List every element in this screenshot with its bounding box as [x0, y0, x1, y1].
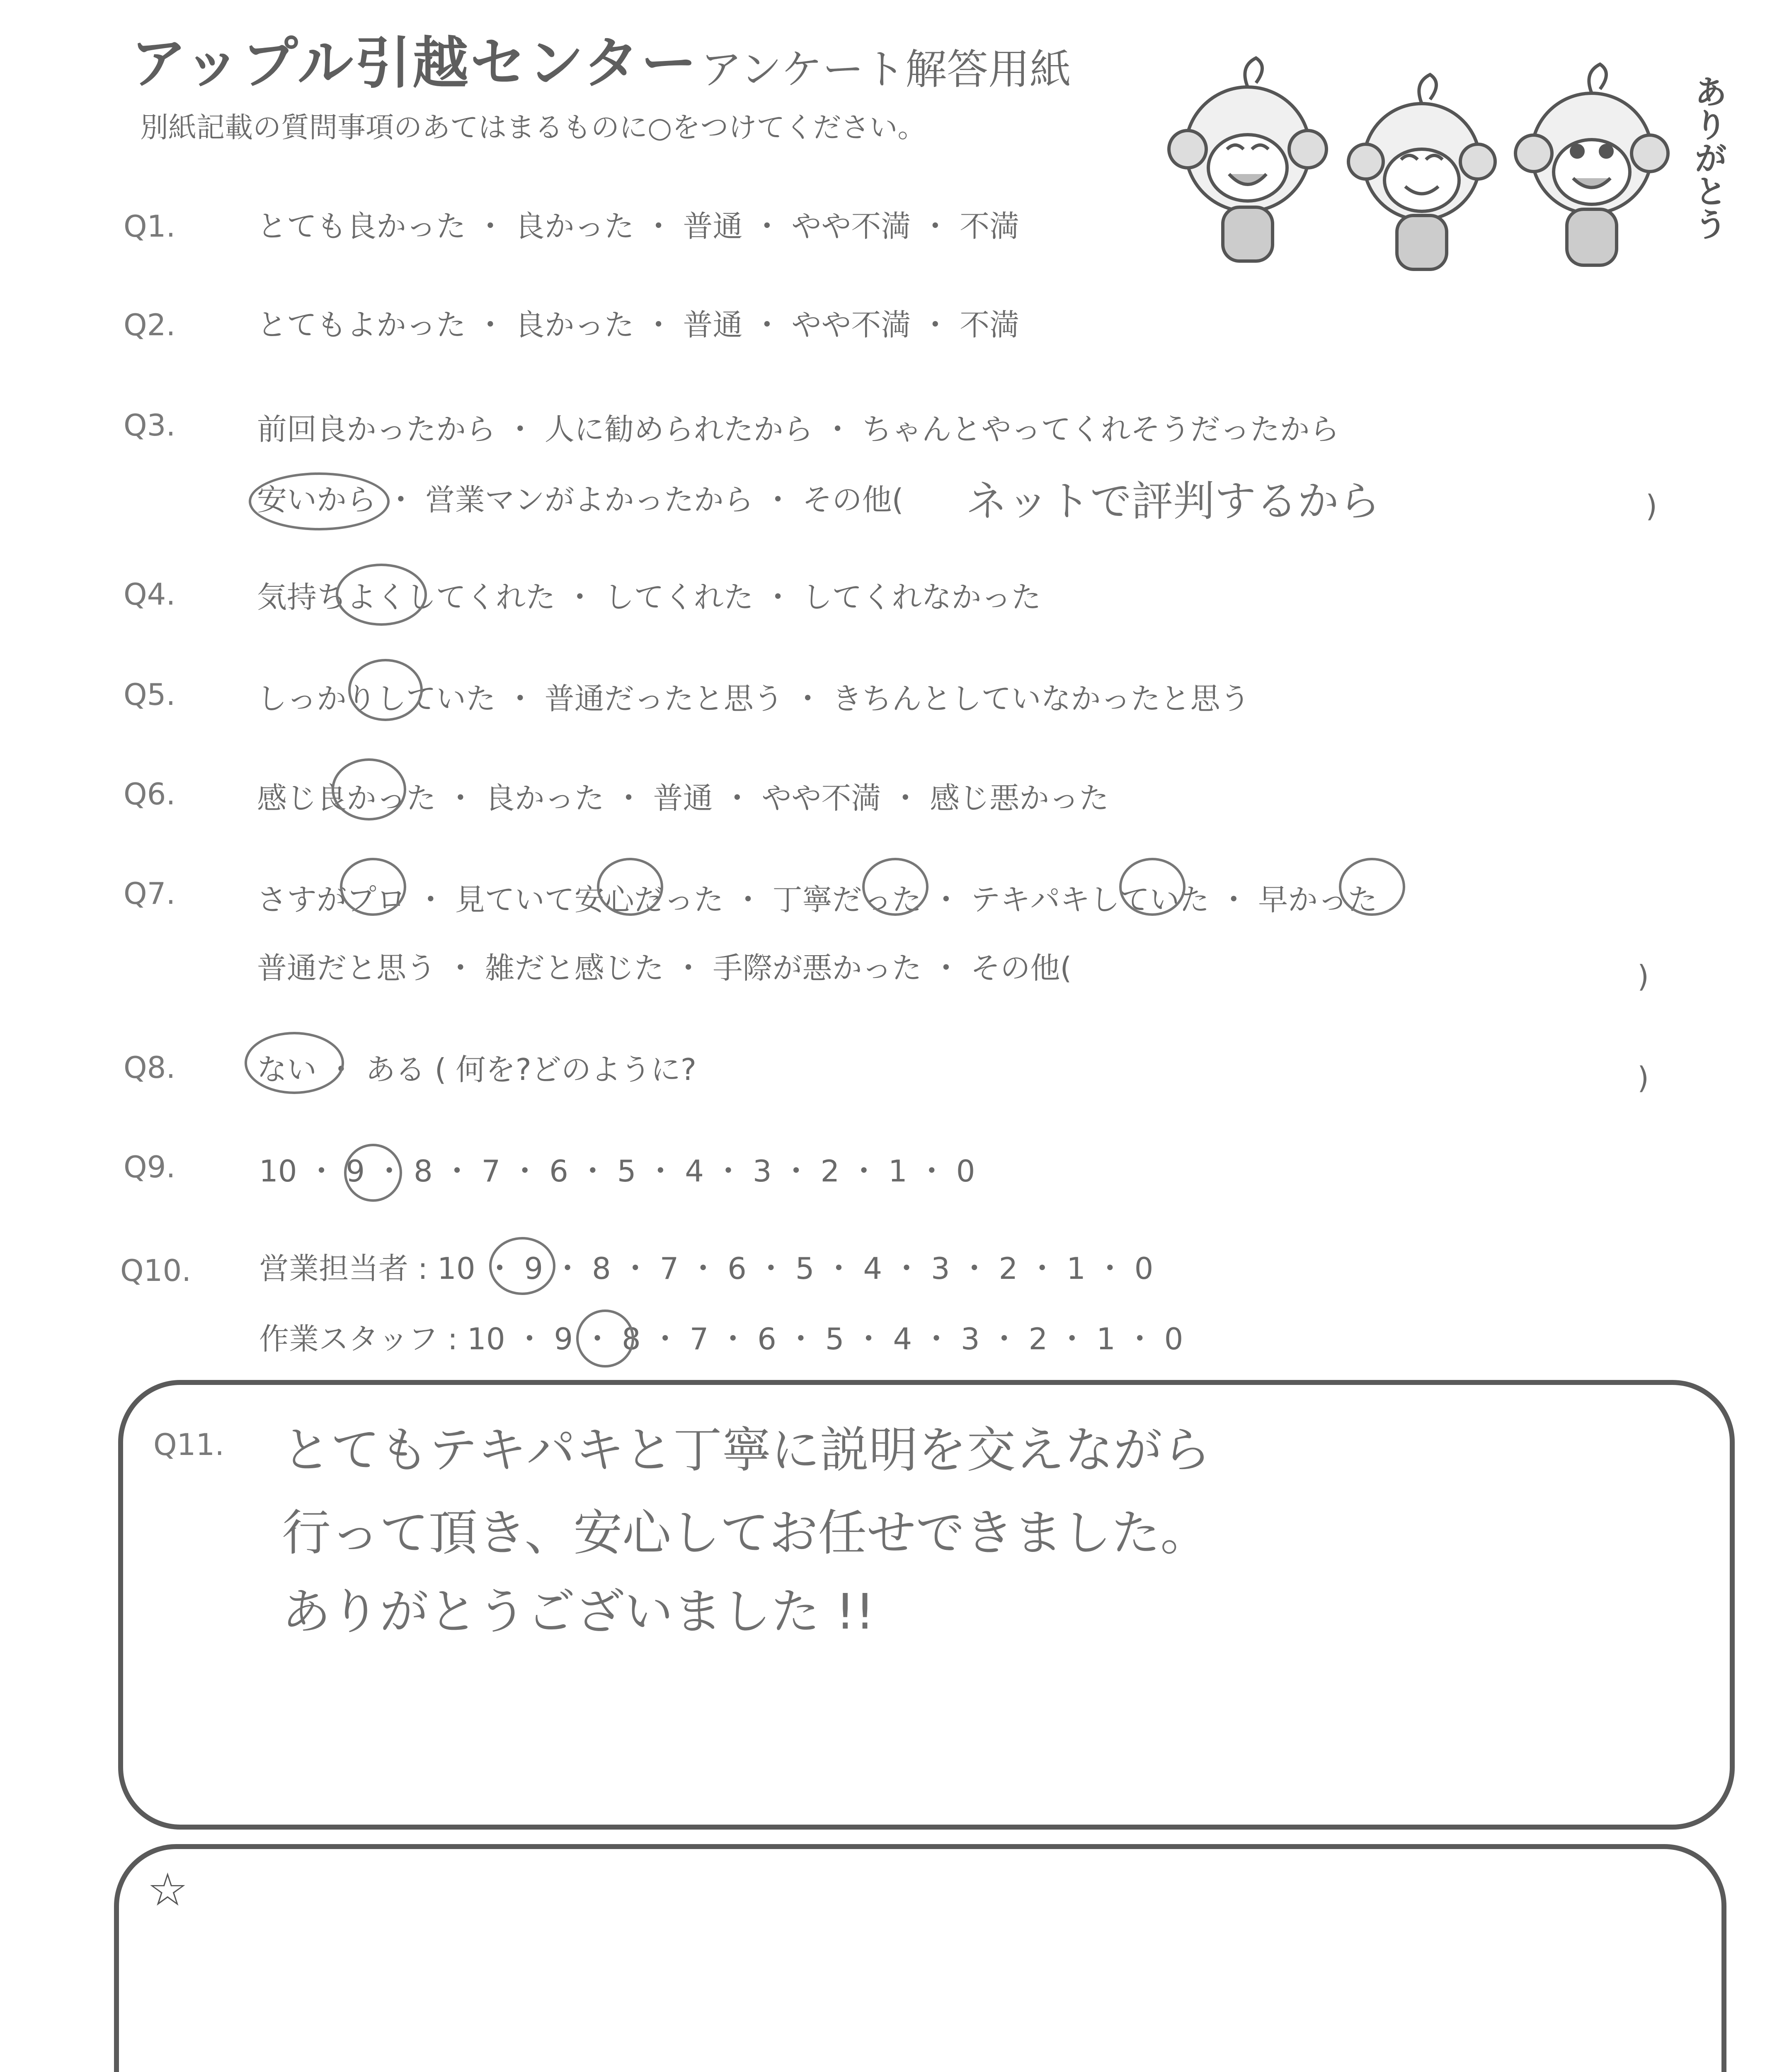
q1-options: とても良かった ・ 良かった ・ 普通 ・ やや不満 ・ 不満	[257, 209, 1020, 244]
q11-comment-line1: とてもテキパキと丁寧に説明を交えながら	[282, 1421, 1212, 1479]
q7-answer-circle-4	[1119, 858, 1186, 916]
q3-answer-circle	[249, 472, 390, 530]
q7-answer-circle-5	[1339, 858, 1405, 916]
q5-answer-circle	[348, 659, 423, 721]
q10-staff-answer-circle	[576, 1310, 634, 1368]
q8-close-paren: )	[1637, 1060, 1649, 1095]
q10-staff-scale: 作業スタッフ : 10 ・ 9 ・ 8 ・ 7 ・ 6 ・ 5 ・ 4 ・ 3 ・ 2 ・ 1 ・ 0	[259, 1322, 1183, 1356]
q3-options-line1: 前回良かったから ・ 人に勧められたから ・ ちゃんとやってくれそうだったから	[257, 412, 1340, 447]
star-note-box	[114, 1844, 1726, 2072]
q10-sales-answer-circle	[489, 1237, 555, 1295]
q9-label: Q9.	[124, 1150, 176, 1184]
q3-other-handwritten: ネットで評判するから	[966, 477, 1380, 525]
mascot-caption: ありがとう	[1689, 75, 1727, 240]
q6-answer-circle	[332, 758, 406, 821]
q3-options-line2: 安いから ・ 営業マンがよかったから ・ その他(	[257, 482, 904, 517]
q11-comment-line3: ありがとうございました !!	[282, 1583, 875, 1640]
q10-label: Q10.	[120, 1253, 192, 1288]
q7-answer-circle-2	[597, 858, 663, 916]
q8-label: Q8.	[124, 1050, 176, 1085]
instruction-text: 別紙記載の質問事項のあてはまるものに○をつけてください。	[140, 111, 926, 144]
q11-comment-line2: 行って頂き、安心してお任せできました。	[282, 1504, 1210, 1561]
q6-options: 感じ良かった ・ 良かった ・ 普通 ・ やや不満 ・ 感じ悪かった	[257, 781, 1109, 816]
q2-options: とてもよかった ・ 良かった ・ 普通 ・ やや不満 ・ 不満	[257, 307, 1020, 342]
q4-options: 気持ちよくしてくれた ・ してくれた ・ してくれなかった	[257, 580, 1041, 615]
q7-close-paren: )	[1637, 959, 1649, 994]
q1-label: Q1.	[124, 209, 176, 244]
q4-label: Q4.	[124, 577, 176, 612]
q5-label: Q5.	[124, 677, 176, 712]
q9-answer-circle	[344, 1144, 402, 1202]
mascot-illustration	[1152, 50, 1727, 282]
q7-options-line2: 普通だと思う ・ 雑だと感じた ・ 手際が悪かった ・ その他(	[257, 951, 1072, 985]
q7-options-line1: さすがプロ ・ 見ていて安心だった ・ 丁寧だった ・ テキパキしていた ・ 早かった	[257, 882, 1378, 917]
form-subtitle: アンケート解答用紙	[701, 45, 1071, 94]
q9-scale: 10 ・ 9 ・ 8 ・ 7 ・ 6 ・ 5 ・ 4 ・ 3 ・ 2 ・ 1 ・ 0	[259, 1154, 975, 1188]
q8-answer-circle	[245, 1032, 344, 1094]
star-icon: ☆	[147, 1863, 188, 1916]
q7-answer-circle-1	[340, 858, 406, 916]
q2-label: Q2.	[124, 307, 176, 342]
q7-answer-circle-3	[862, 858, 929, 916]
q8-options: ない ・ ある ( 何を?どのように?	[257, 1052, 697, 1087]
q6-label: Q6.	[124, 777, 176, 811]
company-title: アップル引越センター	[131, 31, 698, 96]
q3-close-paren: )	[1646, 489, 1658, 523]
q10-sales-scale: 営業担当者 : 10 ・ 9 ・ 8 ・ 7 ・ 6 ・ 5 ・ 4 ・ 3 ・ 2 ・ 1 ・ 0	[259, 1251, 1154, 1286]
q7-label: Q7.	[124, 876, 176, 911]
q5-options: しっかりしていた ・ 普通だったと思う ・ きちんとしていなかったと思う	[257, 681, 1250, 716]
q11-label: Q11.	[153, 1427, 225, 1462]
q4-answer-circle	[336, 564, 427, 626]
q3-label: Q3.	[124, 408, 176, 443]
